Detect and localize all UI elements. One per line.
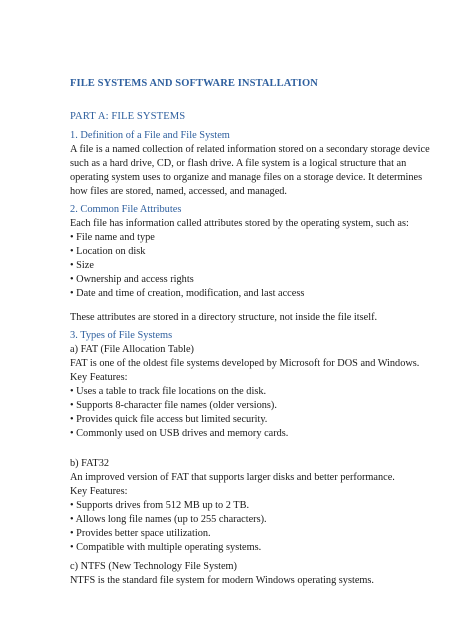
section-3-heading: 3. Types of File Systems [70,330,173,341]
paragraph-line: These attributes are stored in a directory structure, not inside the file itself. [70,312,378,323]
bullet-item: • Allows long file names (up to 255 characters). [70,514,267,525]
bullet-item: • Provides better space utilization. [70,528,211,539]
paragraph-line: FAT is one of the oldest file systems developed by Microsoft for DOS and Windows. [70,358,420,369]
bullet-item: • Supports 8-character file names (older versions). [70,400,277,411]
paragraph-line: NTFS is the standard file system for modern Windows operating systems. [70,575,374,586]
bullet-item: • Location on disk [70,246,146,257]
subsection-title: c) NTFS (New Technology File System) [70,561,237,572]
bullet-item: • File name and type [70,232,155,243]
paragraph-line: An improved version of FAT that supports larger disks and better performance. [70,472,395,483]
section-2-heading: 2. Common File Attributes [70,204,182,215]
paragraph-line: A file is a named collection of related information stored on a secondary storage device [70,144,430,155]
bullet-item: • Ownership and access rights [70,274,194,285]
bullet-item: • Uses a table to track file locations on the disk. [70,386,267,397]
bullet-item: • Compatible with multiple operating systems. [70,542,262,553]
bullet-item: • Date and time of creation, modification, and last access [70,288,305,299]
part-a-heading: PART A: FILE SYSTEMS [70,111,186,122]
key-features-label: Key Features: [70,486,128,497]
key-features-label: Key Features: [70,372,128,383]
paragraph-line: operating system uses to organize and manage files on a storage device. It determines [70,172,423,183]
bullet-item: • Supports drives from 512 MB up to 2 TB. [70,500,250,511]
bullet-item: • Commonly used on USB drives and memory cards. [70,428,289,439]
paragraph-line: such as a hard drive, CD, or flash drive. A file system is a logical structure that an [70,158,407,169]
document-title: FILE SYSTEMS AND SOFTWARE INSTALLATION [70,78,318,89]
subsection-title: b) FAT32 [70,458,109,469]
section-1-heading: 1. Definition of a File and File System [70,130,230,141]
bullet-item: • Size [70,260,94,271]
bullet-item: • Provides quick file access but limited security. [70,414,268,425]
paragraph-line: Each file has information called attributes stored by the operating system, such as: [70,218,409,229]
paragraph-line: how files are stored, named, accessed, and managed. [70,186,288,197]
subsection-title: a) FAT (File Allocation Table) [70,344,194,355]
